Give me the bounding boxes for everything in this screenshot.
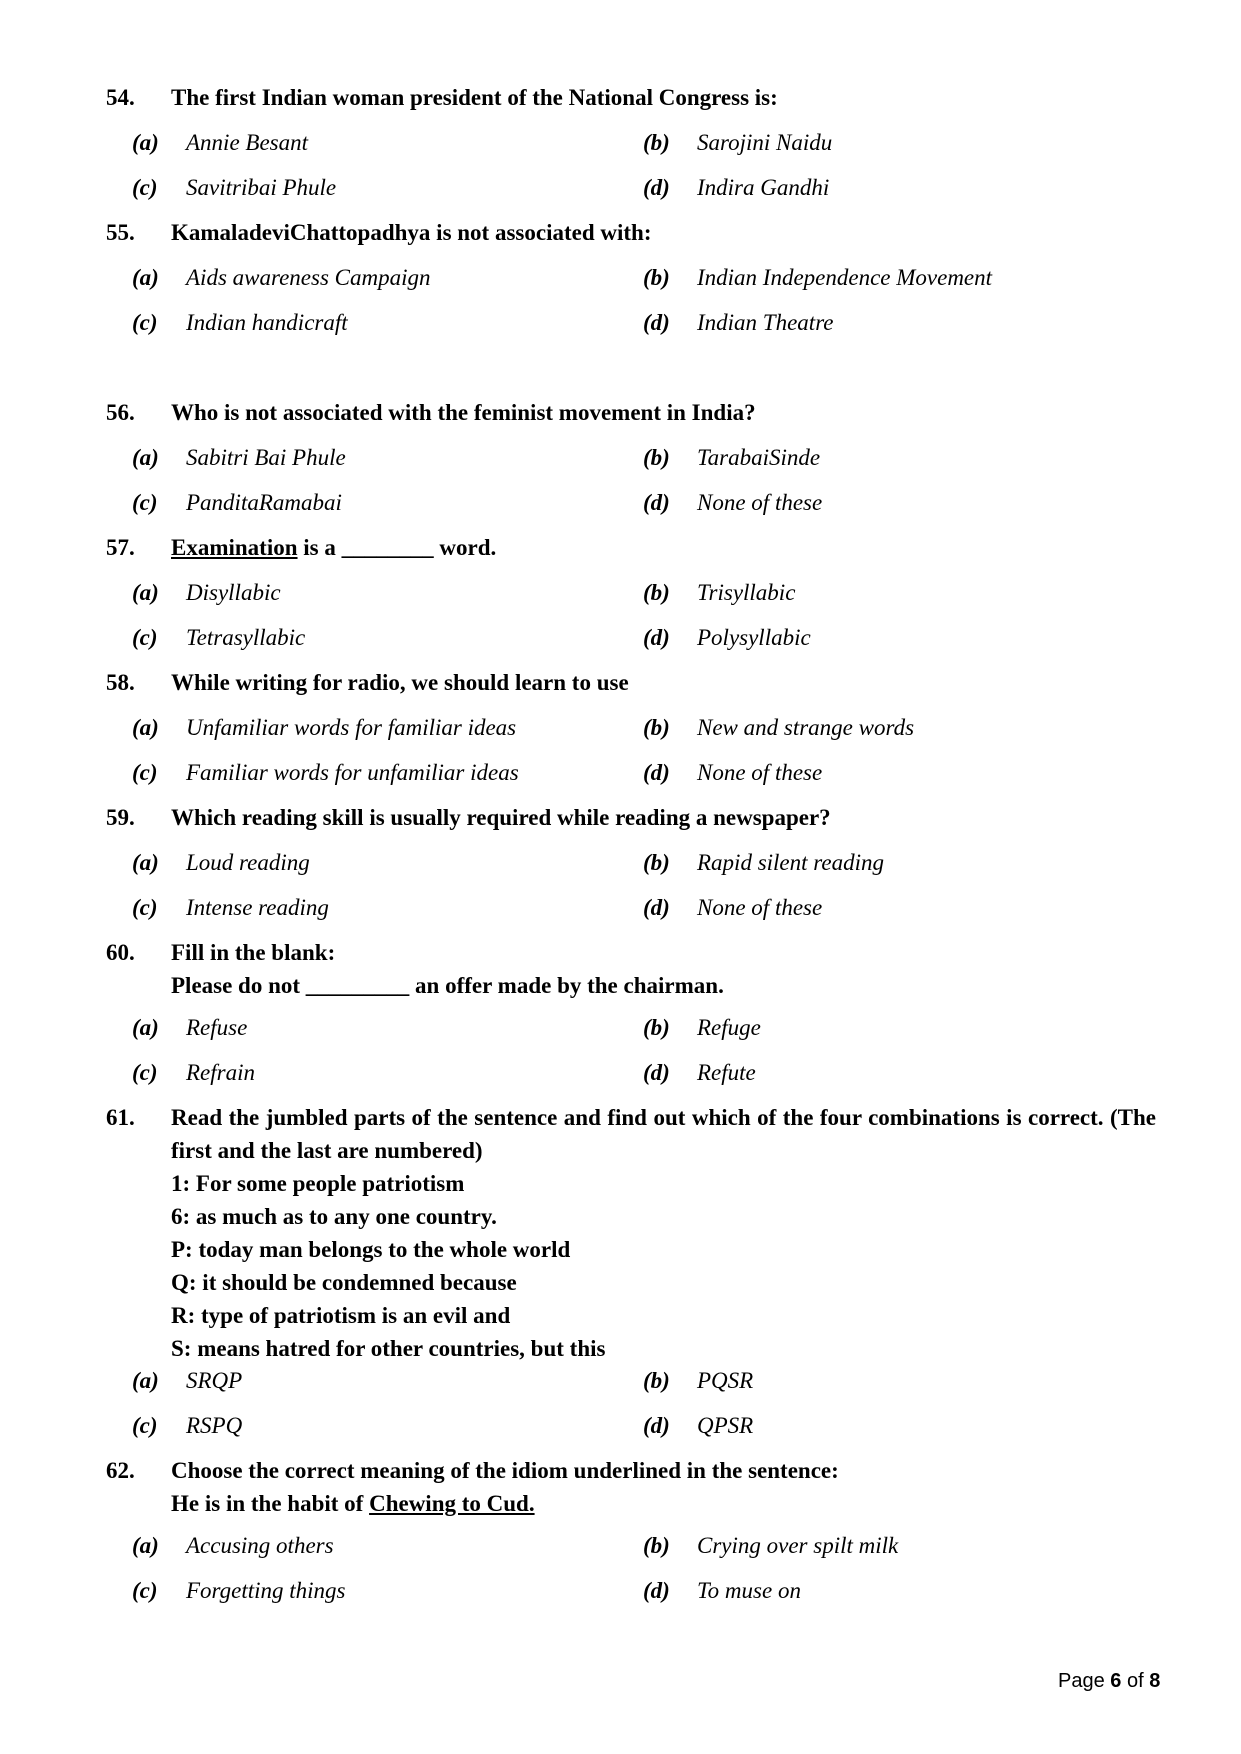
question-sentence: Please do not _________ an offer made by the chairman. bbox=[171, 973, 724, 998]
question-text: Examination is a ________ word. bbox=[171, 535, 497, 560]
underlined-word: Examination bbox=[171, 535, 298, 560]
question-text: Who is not associated with the feminist movement in India? bbox=[171, 400, 756, 425]
jumbled-part: Q: it should be condemned because bbox=[171, 1270, 517, 1295]
question-number: 60. bbox=[106, 940, 135, 965]
page-number: Page 6 of 8 bbox=[1058, 1670, 1161, 1692]
question-number: 57. bbox=[106, 535, 135, 560]
question-text: Choose the correct meaning of the idiom underlined in the sentence: bbox=[171, 1458, 839, 1483]
jumbled-part: S: means hatred for other countries, but this bbox=[171, 1336, 606, 1361]
jumbled-part: R: type of patriotism is an evil and bbox=[171, 1303, 511, 1328]
question-text: The first Indian woman president of the National Congress is: bbox=[171, 85, 778, 110]
current-page: 6 bbox=[1110, 1670, 1122, 1692]
question-number: 55. bbox=[106, 220, 135, 245]
question-sentence: He is in the habit of Chewing to Cud. bbox=[171, 1491, 535, 1516]
question-text: Which reading skill is usually required while reading a newspaper? bbox=[171, 805, 831, 830]
underlined-idiom: Chewing to Cud. bbox=[369, 1491, 535, 1516]
question-number: 54. bbox=[106, 85, 135, 110]
question-text: KamaladeviChattopadhya is not associated with: bbox=[171, 220, 652, 245]
jumbled-part: P: today man belongs to the whole world bbox=[171, 1237, 571, 1262]
question-text: Fill in the blank: bbox=[171, 940, 336, 965]
question-number: 62. bbox=[106, 1458, 135, 1483]
question-number: 59. bbox=[106, 805, 135, 830]
question-number: 61. bbox=[106, 1105, 135, 1130]
question-number: 58. bbox=[106, 670, 135, 695]
jumbled-part: 1: For some people patriotism bbox=[171, 1171, 465, 1196]
jumbled-part: 6: as much as to any one country. bbox=[171, 1204, 497, 1229]
question-number: 56. bbox=[106, 400, 135, 425]
question-text: Read the jumbled parts of the sentence and find out which of the four combinations is correct. (The first and the last are numbered) bbox=[171, 1105, 1156, 1163]
total-pages: 8 bbox=[1149, 1670, 1161, 1692]
question-text: While writing for radio, we should learn to use bbox=[171, 670, 629, 695]
exam-page: 54. The first Indian woman president of the National Congress is: (a) Annie Besant (b) Sarojini Naidu (c) Savitribai Phule (d) Indira Gandhi 55. KamaladeviChattopadhya is not associated with: (a) Aids awareness Campaign (b) Indian Independence Movement (c) Indian handicraft (d) Indian Theatre 56. Who is not associated with the feminist movement in India? (a) Sabitri Bai Phule (b) TarabaiSinde (c) PanditaRamabai (d) None of these 57. Examination is a ________ word. (a) Disyllabic (b) Trisyllabic (c) Tetrasyllabic (d) Polysyllabic 58. While writing for radio, we should learn to use (a) Unfamiliar words for familiar ideas (b) New and strange words (c) Familiar words for unfamiliar ideas (d) None of these 59. Which reading skill is usually required while reading a newspaper? (a) Loud reading (b) Rapid silent reading (c) Intense reading (d) None of these 60. Fill in the blank: Please do not _________ an offer made by the chairman. (a) Refuse (b) Refuge (c) Refrain (d) Refute 61. Read the jumbled parts of the sentence and find out which of the four combinations is correct. (The first and the last are numbered) 1: For some people patriotism 6: as much as to any one country. P: today man belongs to the whole world Q: it should be condemned because R: type of patriotism is an evil and S: means hatred for other countries, but this (a) SRQP (b) PQSR (c) RSPQ (d) QPSR 62. Choose the correct meaning of the idiom underlined in the sentence: He is in the habit of Chewing to Cud. (a) Accusing others (b) Crying over spilt milk (c) Forgetting things (d) To muse on Page 6 of 8 bbox=[0, 0, 1241, 1754]
